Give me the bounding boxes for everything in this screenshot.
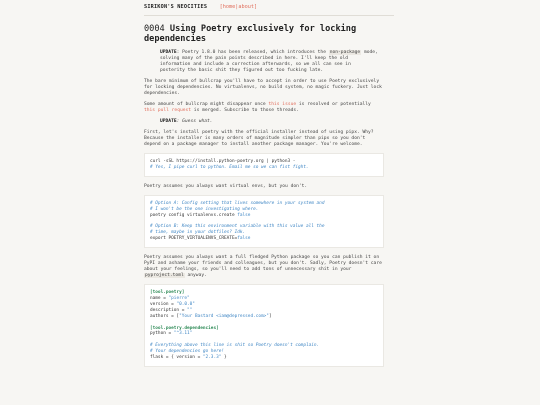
issue-link[interactable]: this issue bbox=[268, 102, 297, 107]
update-label: UPDATE bbox=[160, 50, 177, 55]
update-label: UPDATE bbox=[160, 119, 177, 124]
paragraph-virtualenv: Poetry assumes you always want virtual envs, but you don't. bbox=[144, 183, 308, 189]
post-content bbox=[144, 24, 384, 374]
nav-link-about[interactable]: about bbox=[238, 4, 255, 10]
paragraph-install: First, let's install poetry with the official installer instead of using pipx. Why? Because the installer is many orders of magnitude simpler than pipx so you don't depend on a package manager to install another package manager. You're welcome. bbox=[144, 130, 374, 147]
paragraph-links: Some amount of bullcrap might disappear once this issue is resolved or potentially this pull request is merged. Subscribe to those threads. bbox=[144, 102, 371, 113]
paragraph-intro: The bare minimum of bullcrap you'll have to accept in order to use Poetry exclusively for locking dependencies. No virtualenvs, no build system, no magic fuckery. Just lock dependencies. bbox=[144, 79, 382, 96]
nav-link-home[interactable]: home bbox=[222, 4, 236, 10]
code-block-install: curl -sSL https://install.python-poetry.org | python3 - # Yes, I pipe curl to python. Email me so we can fist fight. bbox=[144, 153, 384, 177]
update-note-2: UPDATE: Guess what. bbox=[160, 119, 213, 124]
post-title-text: Using Poetry exclusively for locking dependencies bbox=[144, 24, 357, 44]
code-block-pyproject: [tool.poetry] name = "pierre" version = "0.0.0" description = "" authors = ["Your Bastard <iam@depressed.com>"] [tool.poetry.dependencies] python = "^3.11" # Everything above this line is shit so Poetry doesn't complain. # Your dependencies go here! flask = { version = "2.3.3" } bbox=[144, 284, 384, 367]
post-number: 0004 bbox=[144, 24, 165, 34]
post-title bbox=[144, 24, 384, 44]
site-header: SIRIKON'S NEOCITIES [home|about] bbox=[144, 4, 258, 10]
inline-code: non-package bbox=[329, 50, 361, 55]
pull-request-link[interactable]: this pull request bbox=[144, 108, 192, 113]
site-title[interactable]: SIRIKON'S NEOCITIES bbox=[144, 4, 208, 10]
paragraph-pyproject: Poetry assumes you always want a full fledged Python package so you can publish it on PyPI and ashame your friends and colleagues, but you don't. Sadly, Poetry doesn't care about your feelings, so you'll need to add tons of unnecessary shit in your pyproject.toml anyway. bbox=[144, 255, 382, 279]
header-divider bbox=[144, 15, 394, 16]
update-note-1: UPDATE: Poetry 1.8.0 has been released, which introduces the non-package mode, solving many of the pain points described in here. I'll keep the old information and include a correction afterwards, so we all can see in posterity the basic shit they figured out too fucking late. bbox=[160, 50, 378, 73]
top-bar bbox=[0, 0, 540, 13]
code-block-virtualenv: # Option A: Config setting that lives somewhere in your system and # I won't be the one investigating where. poetry config virtualenvs.create false # Option B: Keep this environment variable with this value all the # time, maybe in your dotfiles? Idk. export POETRY_VIRTUALENVS_CREATE=false bbox=[144, 195, 384, 248]
inline-code: pyproject.toml bbox=[145, 273, 184, 279]
